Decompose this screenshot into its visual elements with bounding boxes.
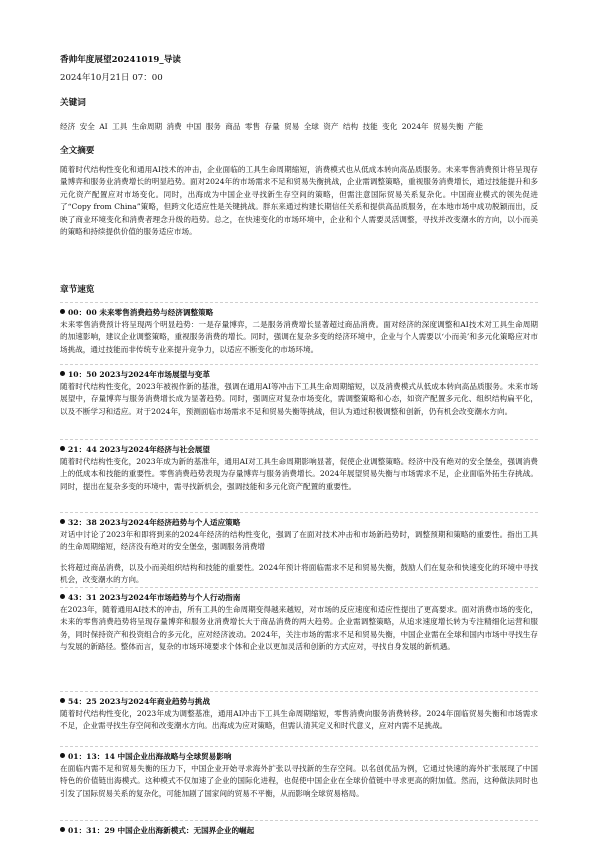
chapter-item bbox=[60, 751, 538, 800]
keywords-heading: 关键词 bbox=[60, 98, 86, 108]
summary-heading: 全文摘要 bbox=[60, 146, 95, 156]
chapter-item bbox=[60, 307, 538, 356]
chapter-summary: 随着时代结构性变化，2023年被视作新的基准，强调在通用AI等冲击下工具生命周期缩短，以及消费模式从低成本转向高品质服务。未来市场展望中，存量博弈与服务消费增长成为显著趋势。同时，强调应对复杂市场变化，需调整策略和心态，如资产配置多元化、组织结构扁平化，以及不断学习和适应。对于2024年，预测面临市场需求不足和贸易失衡等挑战，但认为通过积极调整和创新，仍有机会改变潮水方向。 bbox=[60, 382, 538, 416]
keywords-list: 经济 安全 AI 工具 生命周期 消费 中国 服务 商品 零售 存量 贸易 全球 资产 结构 技能 变化 2024年 贸易失衡 产能 bbox=[60, 122, 484, 131]
divider bbox=[60, 439, 538, 440]
chapter-item bbox=[60, 696, 538, 733]
chapters-heading: 章节速览 bbox=[60, 285, 95, 295]
divider bbox=[60, 691, 538, 692]
summary-text: 随着时代结构性变化和通用AI技术的冲击，企业面临的工具生命周期缩短，消费模式也从低成本转向高品质服务。未来零售消费预计将呈现存量博弈和服务业消费增长的明显趋势。面对2024年的市场需求不足和贸易失衡挑战，企业需调整策略，重视服务消费增长，通过技能提升和多元化资产配置应对市场变化。同时，出海成为中国企业寻找新生存空间的策略，但需注意国际贸易关系复杂化。中国商业模式的领先促进了“Copy from China”策略，但跨文化适应性是关键挑战。胖东来通过构建长期信任关系和提供高品质服务，在本地市场中成功脱颖而出，反映了商业环境变化和消费者理念升级的趋势。总之，在快速变化的市场环境中，企业和个人需要灵活调整，寻找并改变潮水的方向，以小而美的策略和持续提供价值的服务适应市场。 bbox=[60, 165, 538, 237]
chapter-title: 01：31：29 中国企业出海新模式：无国界企业的崛起 bbox=[60, 825, 538, 837]
document-title: 香帅年度展望20241019_导读 bbox=[60, 55, 181, 65]
chapter-item bbox=[60, 369, 538, 418]
bullet-icon bbox=[60, 446, 65, 451]
chapter-summary-continued: 长将超过商品消费，以及小而美组织结构和技能的重要性。2024年预计将面临需求不足和贸易失衡，鼓励人们在复杂和快速变化的环境中寻找机会，改变潮水的方向。 bbox=[60, 562, 538, 585]
chapter-summary: 随着时代结构性变化，2023年成为新的基准年，通用AI对工具生命周期影响显著，促使企业调整策略。经济中没有绝对的安全堡垒，强调消费上的低成本和技能的重要性。零售消费趋势表现为存量博弈与服务消费增长。2024年展望贸易失衡与市场需求不足，企业面临外拓生存挑战。同时，提出在复杂多变的环境中，需寻找新机会，强调技能和多元化资产配置的重要性。 bbox=[60, 457, 538, 491]
bullet-icon bbox=[60, 753, 65, 758]
bullet-icon bbox=[60, 371, 65, 376]
document-datetime: 2024年10月21日 07：00 bbox=[60, 73, 163, 83]
chapter-summary: 对话中讨论了2023年和即将到来的2024年经济的结构性变化，强调了在面对技术冲击和市场新趋势时，调整预期和策略的重要性。指出工具的生命周期缩短，经济没有绝对的安全堡垒，强调服务消费增 bbox=[60, 530, 538, 552]
chapter-title: 54：25 2023与2024年商业趋势与挑战 bbox=[60, 696, 538, 708]
chapter-summary: 随着时代结构性变化，2023年成为调整基准，通用AI冲击下工具生命周期缩短，零售消费向服务消费转移。2024年面临贸易失衡和市场需求不足，企业需寻找生存空间和改变潮水方向。出海成为应对策略，但需认清其定义和时代意义，应对内需不足挑战。 bbox=[60, 709, 538, 731]
chapter-summary: 未来零售消费预计将呈现两个明显趋势：一是存量博弈，二是服务消费增长显著超过商品消费。面对经济的深度调整和AI技术对工具生命周期的加速影响，建议企业调整策略，重视服务消费的增长。同时，强调在复杂多变的经济环境中，企业与个人需要以‘小而美’和多元化策略应对市场挑战，通过技能而非传统专业来提升竞争力，以适应不断变化的市场环境。 bbox=[60, 320, 538, 354]
chapter-summary: 在2023年，随着通用AI技术的冲击，所有工具的生命周期变得越来越短，对市场的反应速度和适应性提出了更高要求。面对消费市场的变化，未来的零售消费趋势将呈现存量博弈和服务业消费增长大于商品消费的两大趋势。企业需调整策略，从追求速度增长转为专注精细化运营和服务，同时保持资产和投资组合的多元化，应对经济波动。2024年，关注市场的需求不足和贸易失衡，中国企业需在全球和国内市场中寻找生存与发展的新路径。整体而言，复杂的市场环境要求个体和企业以更加灵活和创新的方式应对，寻找自身发展的新机遇。 bbox=[60, 605, 538, 652]
bullet-icon bbox=[60, 519, 65, 524]
chapter-title: 32：38 2023与2024年经济趋势与个人适应策略 bbox=[60, 517, 538, 529]
chapter-title: 21：44 2023与2024年经济与社会展望 bbox=[60, 444, 538, 456]
chapter-item bbox=[60, 444, 538, 493]
bullet-icon bbox=[60, 827, 65, 832]
divider bbox=[60, 302, 538, 303]
chapter-title: 00：00 未来零售消费趋势与经济调整策略 bbox=[60, 307, 538, 319]
bullet-icon bbox=[60, 698, 65, 703]
chapter-item bbox=[60, 517, 538, 587]
divider bbox=[60, 820, 538, 821]
chapter-title: 01：13：14 中国企业出海战略与全球贸易影响 bbox=[60, 751, 538, 763]
chapter-title: 10：50 2023与2024年市场展望与变革 bbox=[60, 369, 538, 381]
divider bbox=[60, 512, 538, 513]
chapter-title: 43：31 2023与2024年市场趋势与个人行动指南 bbox=[60, 592, 538, 604]
bullet-icon bbox=[60, 309, 65, 314]
divider bbox=[60, 746, 538, 747]
chapter-item bbox=[60, 592, 538, 654]
divider bbox=[60, 364, 538, 365]
divider bbox=[60, 587, 538, 588]
chapter-item bbox=[60, 825, 538, 837]
bullet-icon bbox=[60, 594, 65, 599]
chapter-summary: 在面临内需不足和贸易失衡的压力下，中国企业开始寻求海外扩张以寻找新的生存空间。以名创优品为例，它通过快速的海外扩张展现了中国特色的价值链出海模式。这种模式不仅加速了企业的国际化进程，也促使中国企业在全球价值链中寻求更高的附加值。然而，这种做法同时也引发了国际贸易关系的复杂化，可能加剧了国家间的贸易不平衡，从而影响全球贸易格局。 bbox=[60, 764, 538, 798]
